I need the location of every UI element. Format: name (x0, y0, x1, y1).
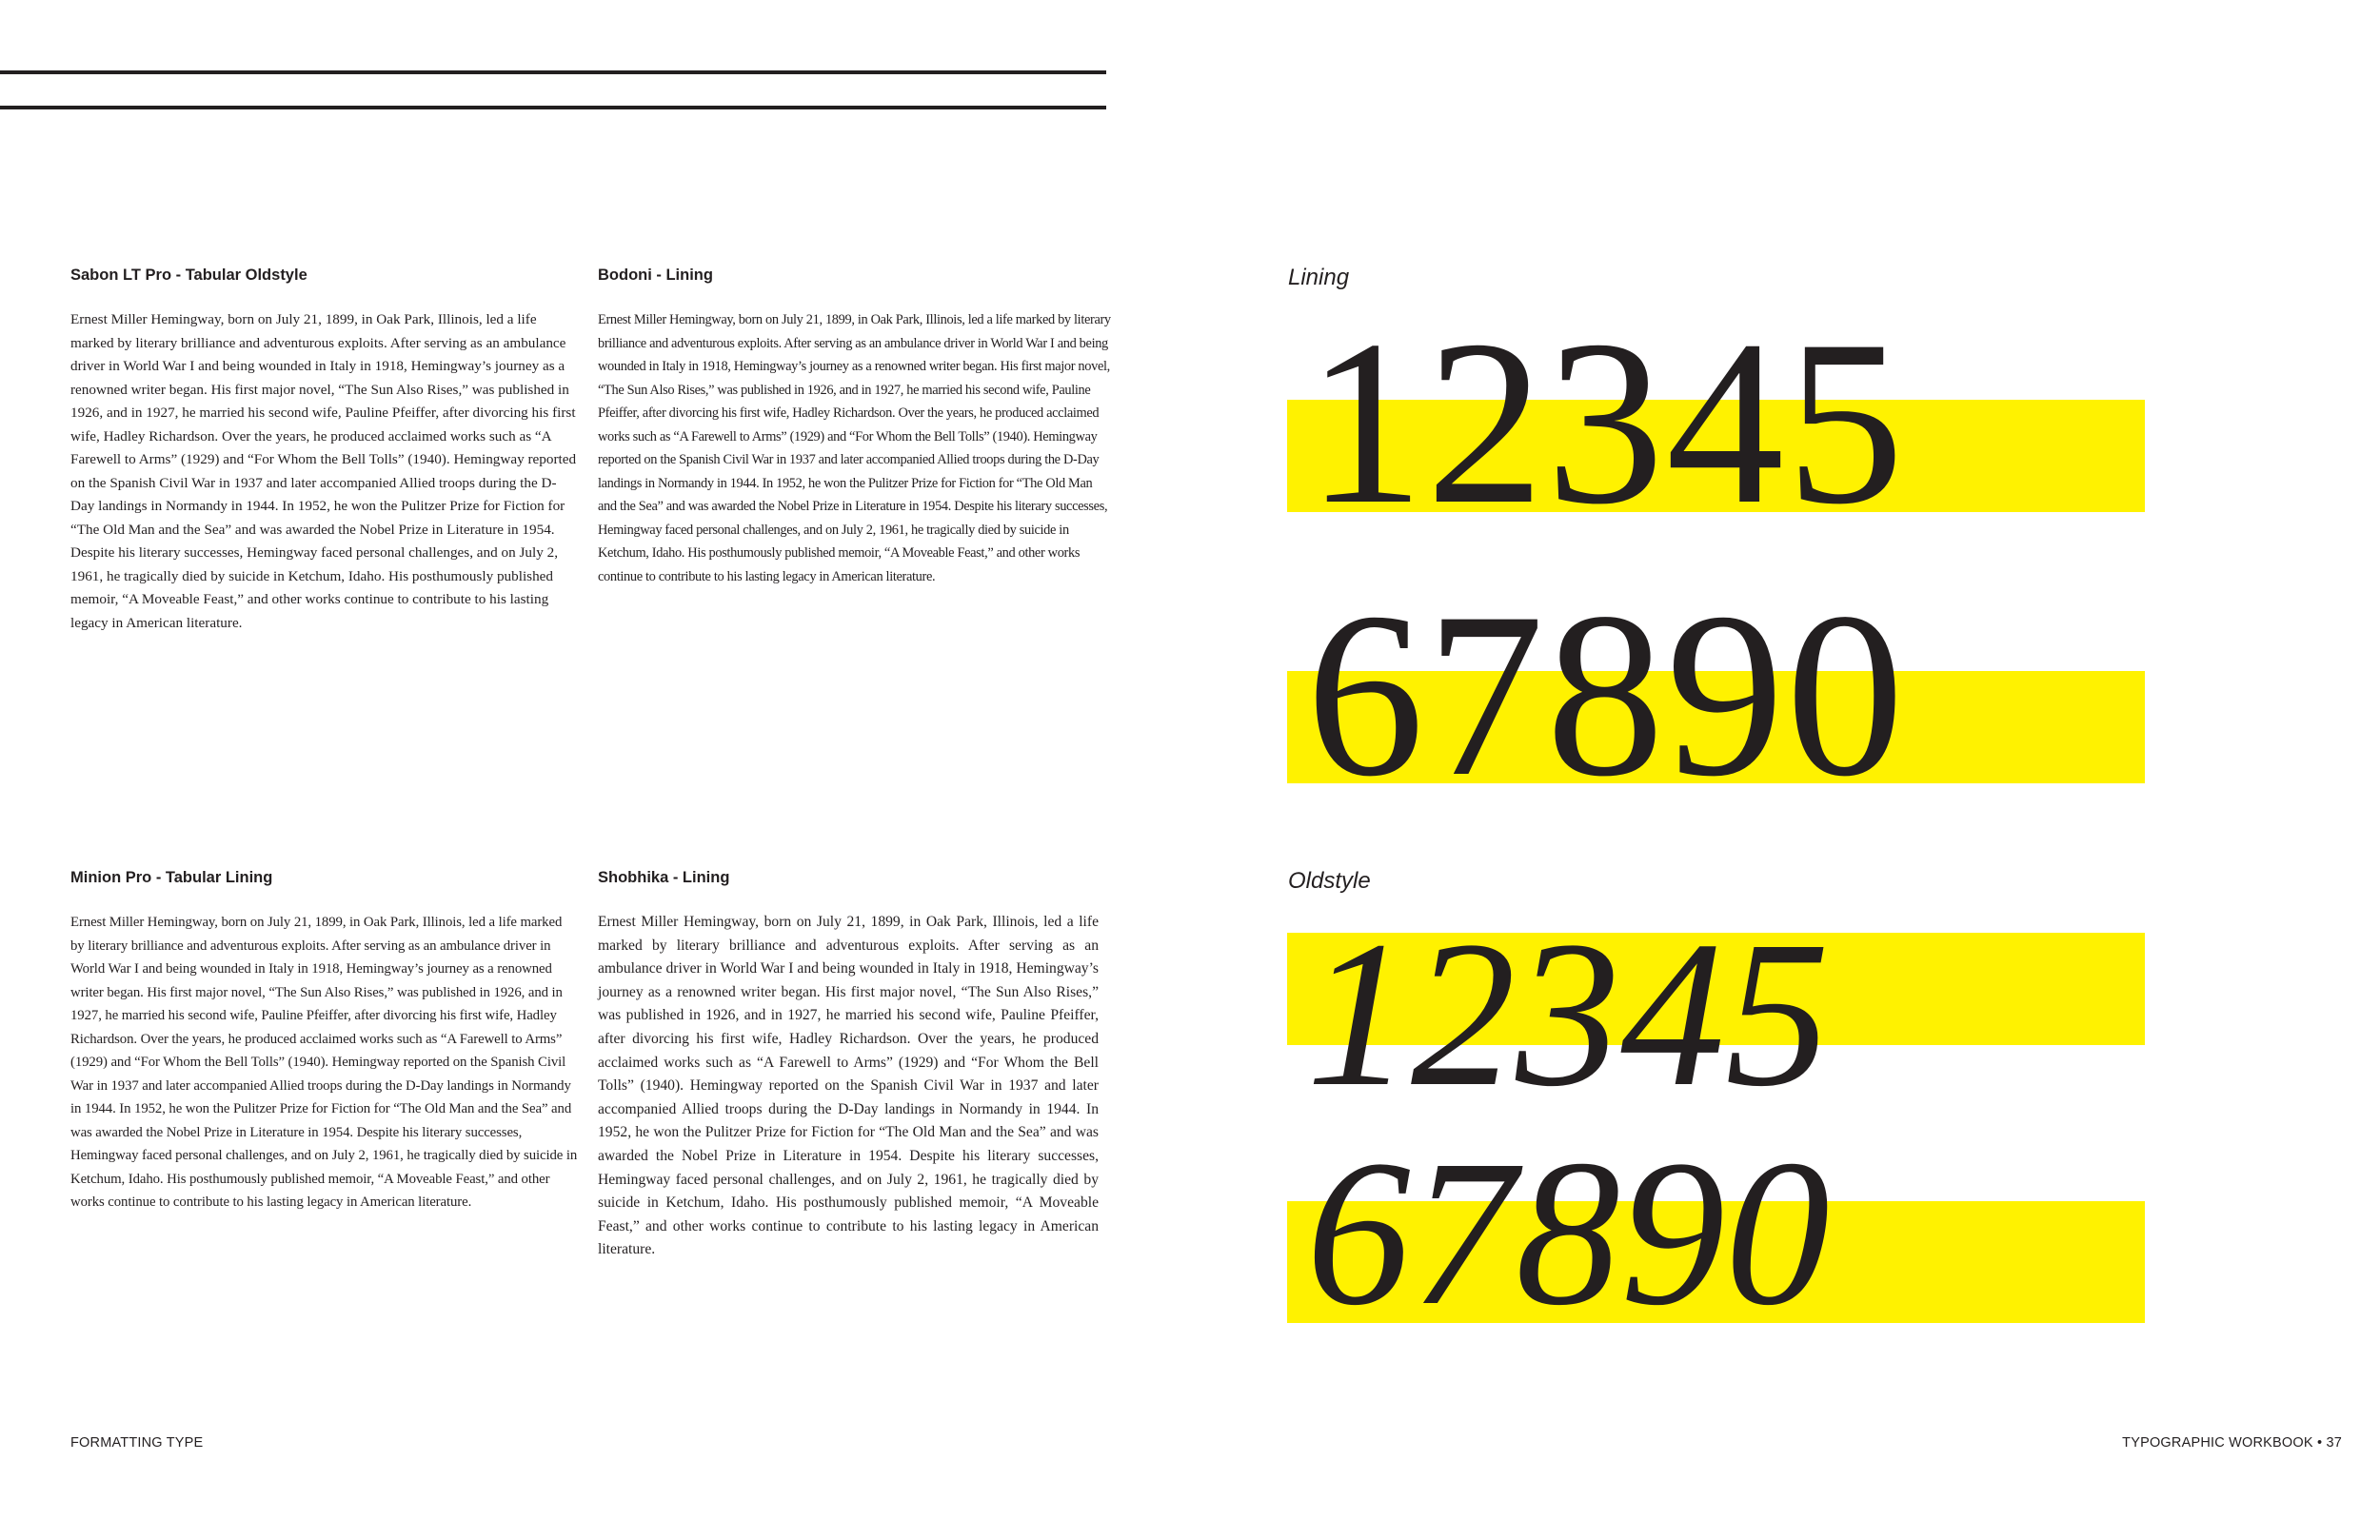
sample-body: Ernest Miller Hemingway, born on July 21, 1899, in Oak Park, Illinois, led a life marked by literary brilliance and adventurous exploits. After serving as an ambulance driver in World War I and being wounded in Italy in 1918, Hemingway’s journey as a renowned writer began. His first major novel, “The Sun Also Rises,” was published in 1926, and in 1927, he married his second wife, Pauline Pfeiffer, after divorcing his first wife, Hadley Richardson. Over the years, he produced acclaimed works such as “A Farewell to Arms” (1929) and “For Whom the Bell Tolls” (1940). Hemingway reported on the Spanish Civil War in 1937 and later accompanied Allied troops during the D-Day landings in Normandy in 1944. In 1952, he won the Pulitzer Prize for Fiction for “The Old Man and the Sea” and was awarded the Nobel Prize in Literature in 1954. Despite his literary successes, Hemingway faced personal challenges, and on July 2, 1961, he tragically died by suicide in Ketchum, Idaho. His posthumously published memoir, “A Moveable Feast,” and other works continue to contribute to his lasting legacy in American literature. (598, 312, 1111, 584)
sample-heading: Minion Pro - Tabular Lining (70, 869, 273, 886)
sample-body: Ernest Miller Hemingway, born on July 21, 1899, in Oak Park, Illinois, led a life marked by literary brilliance and adventurous exploits. After serving as an ambulance driver in World War I and being wounded in Italy in 1918, Hemingway’s journey as a renowned writer began. His first major novel, “The Sun Also Rises,” was published in 1926, and in 1927, he married his second wife, Pauline Pfeiffer, after divorcing his first wife, Hadley Richardson. Over the years, he produced acclaimed works such as “A Farewell to Arms” (1929) and “For Whom the Bell Tolls” (1940). Hemingway reported on the Spanish Civil War in 1937 and later accompanied Allied troops during the D-Day landings in Normandy in 1944. In 1952, he won the Pulitzer Prize for Fiction for “The Old Man and the Sea” and was awarded the Nobel Prize in Literature in 1954. Despite his literary successes, Hemingway faced personal challenges, and on July 2, 1961, he tragically died by suicide in Ketchum, Idaho. His posthumously published memoir, “A Moveable Feast,” and other works continue to contribute to his lasting legacy in American literature. (598, 914, 1099, 1258)
sample-minion (70, 869, 585, 1214)
lining-digits-row1: 12345 (1306, 291, 1906, 553)
sample-sabon (70, 267, 585, 635)
sample-heading: Sabon LT Pro - Tabular Oldstyle (70, 267, 307, 284)
sample-heading: Shobhika - Lining (598, 869, 730, 886)
sample-shobhika (598, 869, 1112, 1262)
top-rule (0, 106, 1106, 109)
footer-page-number: TYPOGRAPHIC WORKBOOK • 37 (2122, 1435, 2342, 1451)
oldstyle-label: Oldstyle (1288, 868, 1371, 894)
footer-section-title: FORMATTING TYPE (70, 1435, 204, 1451)
lining-label: Lining (1288, 265, 1350, 290)
oldstyle-digits-row2: 67890 (1306, 1116, 1830, 1349)
lining-digits-row2: 67890 (1306, 563, 1906, 825)
top-rule (0, 70, 1106, 74)
sample-body: Ernest Miller Hemingway, born on July 21, 1899, in Oak Park, Illinois, led a life marked by literary brilliance and adventurous exploits. After serving as an ambulance driver in World War I and being wounded in Italy in 1918, Hemingway’s journey as a renowned writer began. His first major novel, “The Sun Also Rises,” was published in 1926, and in 1927, he married his second wife, Pauline Pfeiffer, after divorcing his first wife, Hadley Richardson. Over the years, he produced acclaimed works such as “A Farewell to Arms” (1929) and “For Whom the Bell Tolls” (1940). Hemingway reported on the Spanish Civil War in 1937 and later accompanied Allied troops during the D-Day landings in Normandy in 1944. In 1952, he won the Pulitzer Prize for Fiction for “The Old Man and the Sea” and was awarded the Nobel Prize in Literature in 1954. Despite his literary successes, Hemingway faced personal challenges, and on July 2, 1961, he tragically died by suicide in Ketchum, Idaho. His posthumously published memoir, “A Moveable Feast,” and other works continue to contribute to his lasting legacy in American literature. (70, 311, 577, 631)
oldstyle-digits-row1: 12345 (1306, 898, 1830, 1130)
sample-heading: Bodoni - Lining (598, 267, 713, 284)
sample-bodoni (598, 267, 1112, 588)
sample-body: Ernest Miller Hemingway, born on July 21, 1899, in Oak Park, Illinois, led a life marked by literary brilliance and adventurous exploits. After serving as an ambulance driver in World War I and being wounded in Italy in 1918, Hemingway’s journey as a renowned writer began. His first major novel, “The Sun Also Rises,” was published in 1926, and in 1927, he married his second wife, Pauline Pfeiffer, after divorcing his first wife, Hadley Richardson. Over the years, he produced acclaimed works such as “A Farewell to Arms” (1929) and “For Whom the Bell Tolls” (1940). Hemingway reported on the Spanish Civil War in 1937 and later accompanied Allied troops during the D-Day landings in Normandy in 1944. In 1952, he won the Pulitzer Prize for Fiction for “The Old Man and the Sea” and was awarded the Nobel Prize in Literature in 1954. Despite his literary successes, Hemingway faced personal challenges, and on July 2, 1961, he tragically died by suicide in Ketchum, Idaho. His posthumously published memoir, “A Moveable Feast,” and other works continue to contribute to his lasting legacy in American literature. (70, 915, 578, 1210)
